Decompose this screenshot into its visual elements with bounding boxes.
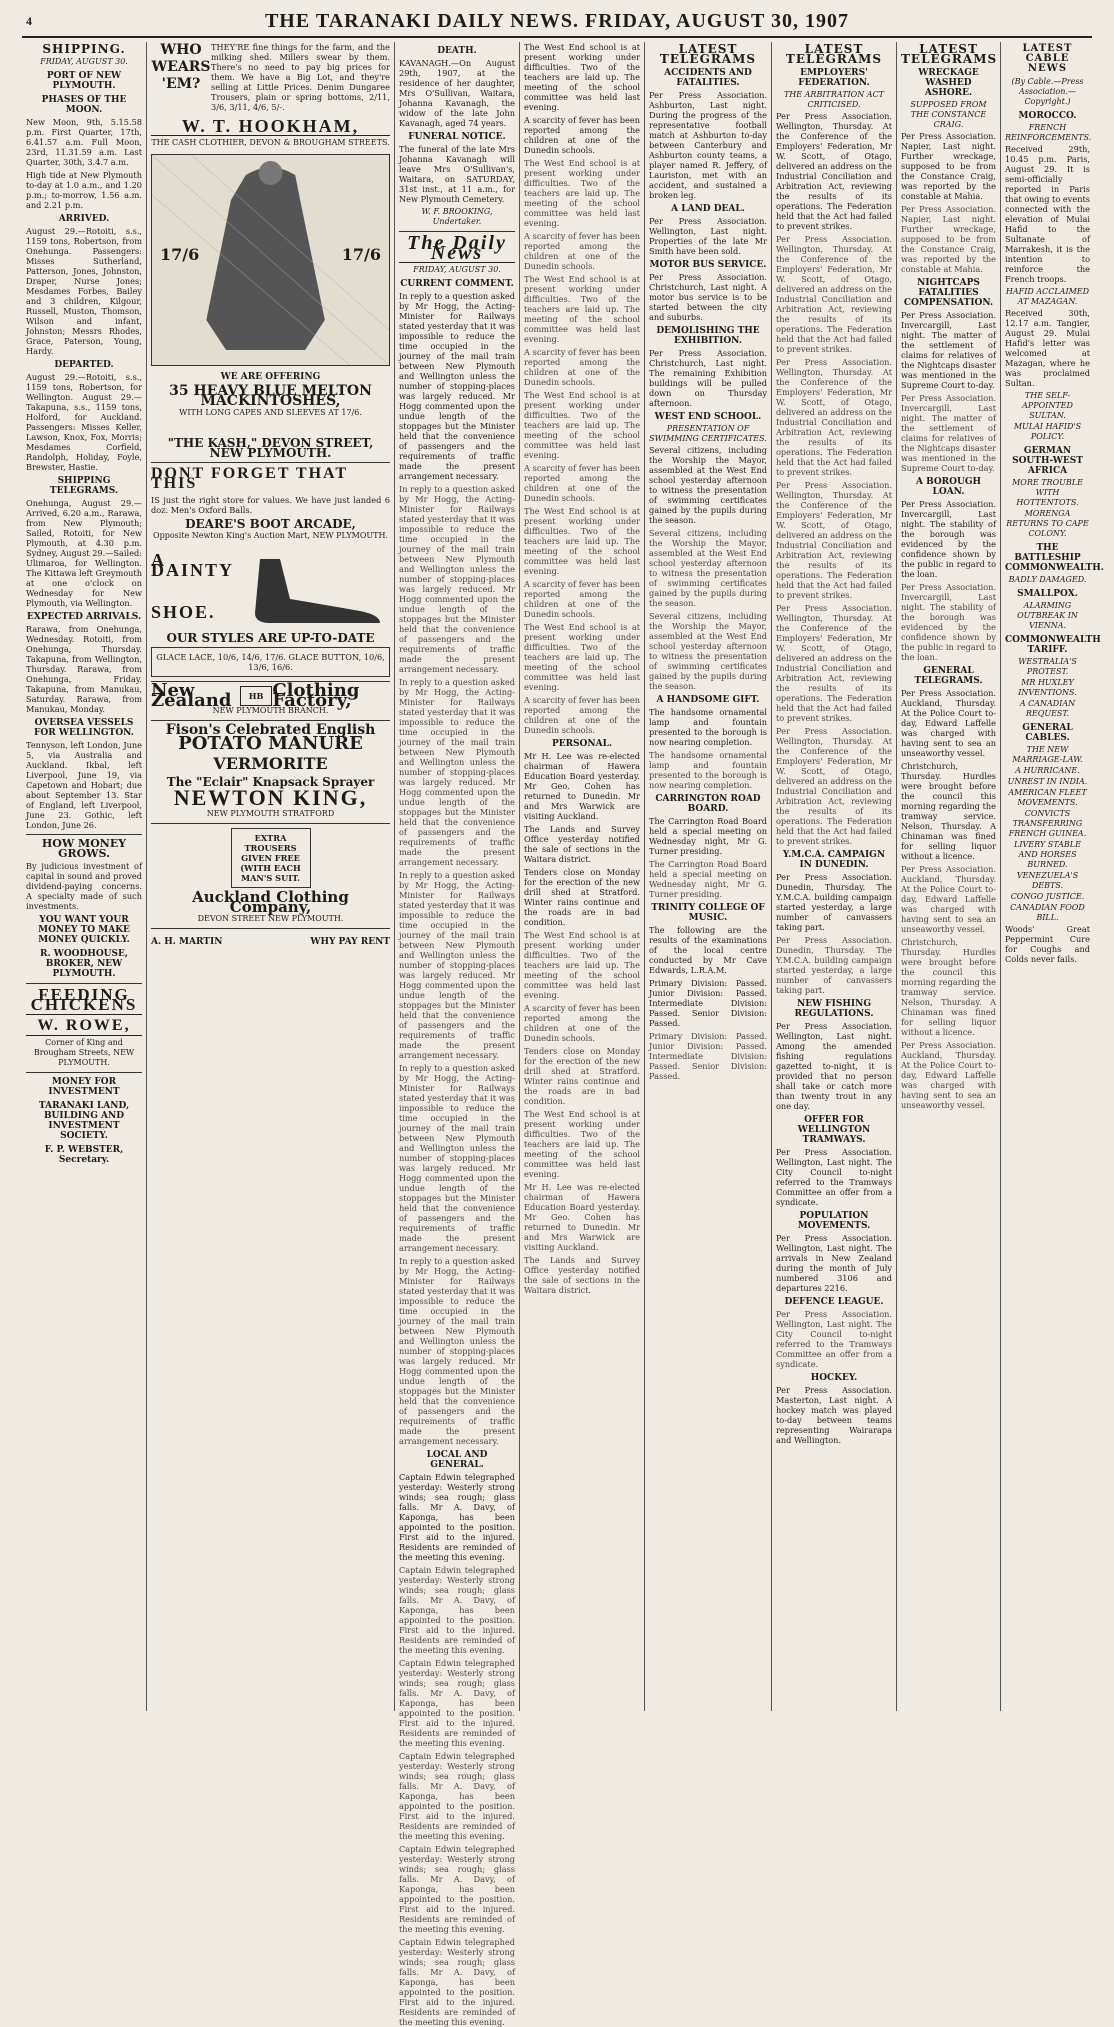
policy-heading: MULAI HAFID'S POLICY. bbox=[1013, 422, 1082, 441]
auckland-clothing-heading: Auckland Clothing Company, bbox=[192, 888, 349, 916]
arbitration-continued: Per Press Association. Wellington, Thursday. At the Conference of the Employers' Federation, Mr W. Scott, of Otago, delivered an address on the Industrial Conciliation and Arbitration Act, reviewing the results of its operations. The Federation held that the Act had failed to prevent strikes. bbox=[776, 726, 892, 846]
current-comment-continued: In reply to a question asked by Mr Hogg, the Acting-Minister for Railways stated yesterday that it was impossible to reduce the time occupied in the journey of the mail train between New Plymouth and Wellington unless the number of stopping-places was largely reduced. Mr Hogg commented upon the undue length of the stoppages but the Minister held that the convenience of passengers and the requirements of traffic made the present arrangement necessary. bbox=[399, 1063, 515, 1253]
column-telegrams-1 bbox=[645, 42, 771, 1713]
cable-sub: (By Cable.—Press Association.—Copyright.) bbox=[1011, 77, 1084, 106]
tenders-text: Tenders close on Monday for the erection of the new drill shed at Stratford. Winter rains continue and the roads are in bad condition. bbox=[524, 867, 640, 927]
deare-address: Opposite Newton King's Auction Mart, NEW PLYMOUTH. bbox=[153, 531, 388, 540]
hafid-heading: HAFID ACCLAIMED AT MAZAGAN. bbox=[1005, 287, 1090, 306]
rowe-heading: W. ROWE, bbox=[26, 1021, 142, 1036]
population-heading: POPULATION MOVEMENTS. bbox=[797, 1211, 871, 1231]
swimming-continued: Several citizens, including the Worship the Mayor, assembled at the West End school yesterday afternoon to witness the presentation of swimming certificates gained by the pupils during the season. bbox=[649, 611, 767, 691]
fishing-heading: NEW FISHING REGULATIONS. bbox=[794, 999, 874, 1019]
lands-text: The Lands and Survey Office yesterday notified the sale of sections in the Waitara district. bbox=[524, 824, 640, 864]
potato-manure-heading: POTATO MANURE bbox=[178, 733, 363, 754]
nz-heading: New Zealand bbox=[151, 680, 232, 711]
clothing-factory-heading: Clothing Factory, bbox=[272, 680, 360, 711]
news-continued: The West End school is at present working under difficulties. Two of the teachers are laid up. The meeting of the school committee was held last evening. bbox=[524, 1109, 640, 1179]
local-general-heading: LOCAL AND GENERAL. bbox=[426, 1450, 488, 1470]
marriage-heading: THE NEW MARRIAGE-LAW. bbox=[1012, 745, 1083, 764]
exhibition-heading: DEMOLISHING THE EXHIBITION. bbox=[656, 326, 760, 346]
general-continued: Per Press Association. Auckland, Thursday. At the Police Court to-day, Edward Laffelle was charged with having sent to sea an unseaworthy vessel. bbox=[901, 1040, 996, 1110]
news-continued: Tenders close on Monday for the erection of the new drill shed at Stratford. Winter rains continue and the roads are in bad condition. bbox=[524, 1046, 640, 1106]
canadian-food-heading: CANADIAN FOOD BILL. bbox=[1010, 903, 1085, 922]
vermorite-heading: VERMORITE bbox=[213, 754, 328, 773]
money-invest-heading: MONEY FOR INVESTMENT bbox=[48, 1077, 120, 1097]
who-wears-text: THEY'RE fine things for the farm, and the milking shed. Millers swear by them. There's no need to pay big prices for them. We have a Big Lot, and they're selling at Little Prices. Denim Dungaree Trousers, plain or spring bottoms, 2/11, 3/6, 3/11, 4/6, 5/-. bbox=[211, 42, 390, 112]
local-general-continued: Captain Edwin telegraphed yesterday: Westerly strong winds; sea rough; glass falls. Mr A. Davy, of Kaponga, has been appointed to the position. First aid to the injured. Residents are reminded of the meeting this evening. bbox=[399, 1658, 515, 1748]
gift-continued: The handsome ornamental lamp and fountain presented to the borough is now nearing completion. bbox=[649, 750, 767, 790]
money-subheading: YOU WANT YOUR MONEY TO MAKE MONEY QUICKLY. bbox=[38, 915, 130, 945]
general-continued: Christchurch, Thursday. Hurdles were brought before the council this morning regarding the tramway service. Nelson, Thursday. A Chinaman was fined for selling liquor without a licence. bbox=[901, 937, 996, 1037]
offering-heading: WE ARE OFFERING bbox=[220, 372, 321, 382]
motor-bus-heading: MOTOR BUS SERVICE. bbox=[649, 260, 767, 270]
arbitration-continued: Per Press Association. Wellington, Thursday. At the Conference of the Employers' Federation, Mr W. Scott, of Otago, delivered an address on the Industrial Conciliation and Arbitration Act, reviewing the results of its operations. The Federation held that the Act had failed to prevent strikes. bbox=[776, 603, 892, 723]
dont-forget-text: IS just the right store for values. We have just landed 6 doz. Men's Oxford Balls. bbox=[151, 495, 390, 515]
mackintosh-sub: WITH LONG CAPES AND SLEEVES AT 17/6. bbox=[179, 408, 362, 417]
fisons-heading: Fison's Celebrated English bbox=[165, 722, 376, 738]
mackintosh-heading: 35 HEAVY BLUE MELTON MACKINTOSHES, bbox=[169, 383, 372, 409]
extra-trousers-box: EXTRA TROUSERS GIVEN FREE (WITH EACH MAN'S SUIT. bbox=[231, 828, 311, 888]
dainty-heading: A DAINTY bbox=[151, 550, 235, 580]
dainty-shoe-ad bbox=[151, 549, 390, 629]
ymca-heading: Y.M.C.A. CAMPAIGN IN DUNEDIN. bbox=[782, 850, 886, 870]
news-continued: The West End school is at present working under difficulties. Two of the teachers are laid up. The meeting of the school committee was held last evening. bbox=[524, 506, 640, 576]
column-cable-news bbox=[1001, 42, 1104, 1713]
departed-text: August 29.—Rotoiti, s.s., 1159 tons, Robertson, for Wellington. August 29.—Takapuna, s.s., 1159 tons, Holford, for Auckland. Passengers: Misses Keller, Lawson, Knox, Fox, Morris; Mesdames Corfield, Randolph, Holiday, Foyle, Brewster, Hastie. bbox=[26, 372, 142, 472]
land-deal-heading: A LAND DEAL. bbox=[671, 204, 745, 214]
general-continued: Per Press Association. Auckland, Thursday. At the Police Court to-day, Edward Laffelle was charged with having sent to sea an unseaworthy vessel. bbox=[901, 864, 996, 934]
nz-branch: NEW PLYMOUTH BRANCH. bbox=[212, 706, 329, 715]
expected-text: Rarawa, from Onehunga, Wednesday. Rotoiti, from Onehunga, Thursday. Takapuna, from Wellington, Thursday. Rarawa, from Onehunga, Friday. Takapuna, from Manukau, Saturday. Rarawa, from Manukau, Monday. bbox=[26, 624, 142, 714]
arbitration-heading: THE ARBITRATION ACT CRITICISED. bbox=[783, 90, 885, 109]
german-heading: GERMAN SOUTH-WEST AFRICA bbox=[1012, 446, 1083, 476]
ymca-continued: Per Press Association. Dunedin, Thursday. The Y.M.C.A. building campaign started yesterday, a large number of canvassers taking part. bbox=[776, 935, 892, 995]
death-heading: DEATH. bbox=[437, 46, 477, 56]
accidents-text: Per Press Association. Ashburton, Last night. During the progress of the representative football match at Ashburton to-day between Canterbury and Ashburton county teams, a player named R. Jeffery, of Lauriston, met with an accident, and sustained a broken leg. bbox=[649, 90, 767, 200]
hockey-heading: HOCKEY. bbox=[810, 1373, 858, 1383]
dont-forget-heading: DONT FORGET THAT THIS bbox=[151, 465, 348, 492]
divider bbox=[26, 834, 142, 835]
population-text: Per Press Association. Wellington, Last night. The arrivals in New Zealand during the month of July numbered 3106 and departures 2216. bbox=[776, 1233, 892, 1293]
nightcaps-continued: Per Press Association. Invercargill, Last night. The matter of the settlement of claims for relatives of the Nightcaps disaster was mentioned in the Supreme Court to-day. bbox=[901, 393, 996, 473]
swimming-continued: Several citizens, including the Worship the Mayor, assembled at the West End school yesterday afternoon to witness the presentation of swimming certificates gained by the pupils during the season. bbox=[649, 528, 767, 608]
carrington-heading: CARRINGTON ROAD BOARD. bbox=[655, 794, 761, 814]
arrived-heading: ARRIVED. bbox=[58, 214, 110, 224]
news-continued: The West End school is at present working under difficulties. Two of the teachers are laid up. The meeting of the school committee was held last evening. bbox=[524, 274, 640, 344]
divider bbox=[26, 983, 142, 984]
land-deal-text: Per Press Association. Wellington, Last night. Properties of the late Mr Smith have been sold. bbox=[649, 216, 767, 256]
hb-logo-icon: HB bbox=[240, 686, 273, 706]
woodhouse-ad: R. WOODHOUSE, BROKER, NEW PLYMOUTH. bbox=[39, 949, 129, 979]
divider bbox=[151, 928, 390, 929]
bottom-ads bbox=[151, 933, 390, 949]
constance-craig-heading: SUPPOSED FROM THE CONSTANCE CRAIG. bbox=[910, 100, 987, 129]
unrest-heading: UNREST IN INDIA. bbox=[1007, 777, 1088, 786]
masthead bbox=[22, 6, 1092, 38]
personal-heading: PERSONAL. bbox=[551, 739, 613, 749]
swimming-text: Several citizens, including the Worship the Mayor, assembled at the West End school yesterday afternoon to witness the presentation of swimming certificates gained by the pupils during the season. bbox=[649, 445, 767, 525]
livery-heading: LIVERY STABLE AND HORSES BURNED. bbox=[1014, 840, 1081, 869]
phases-text: New Moon, 9th, 5.15.58 p.m. First Quarter, 17th, 6.41.57 a.m. Full Moon, 23rd, 11.31.59 a.m. Last Quarter, 30th, 3.4.7 a.m. bbox=[26, 117, 142, 167]
convicts-heading: CONVICTS TRANSFERRING FRENCH GUINEA. bbox=[1008, 809, 1087, 838]
canadian-heading: A CANADIAN REQUEST. bbox=[1019, 699, 1076, 718]
arbitration-text: Per Press Association. Wellington, Thursday. At the Conference of the Employers' Federation, Mr W. Scott, of Otago, delivered an address on the Industrial Conciliation and Arbitration Act, reviewing the results of its operations. The Federation held that the Act had failed to prevent strikes. bbox=[776, 111, 892, 231]
morenga-heading: MORENGA RETURNS TO CAPE COLONY. bbox=[1006, 509, 1089, 538]
news-continued: A scarcity of fever has been reported among the children at one of the Dunedin schools. bbox=[524, 695, 640, 735]
daily-news-date: FRIDAY, AUGUST 30. bbox=[413, 265, 501, 274]
page-number: 4 bbox=[26, 14, 33, 28]
martin-heading: A. H. MARTIN bbox=[151, 937, 223, 947]
current-comment-text: In reply to a question asked by Mr Hogg, the Acting-Minister for Railways stated yesterday that it was impossible to reduce the time occupied in the journey of the mail train between New Plymouth and Wellington unless the number of stopping-places was largely reduced. Mr Hogg commented upon the undue length of the stoppages but the Minister held that the convenience of passengers and the requirements of traffic made the present arrangement necessary. bbox=[399, 291, 515, 481]
departed-heading: DEPARTED. bbox=[54, 360, 114, 370]
local-general-text: Captain Edwin telegraphed yesterday: Westerly strong winds; sea rough; glass falls. Mr A. Davy, of Kaponga, has been appointed to the position. First aid to the injured. Residents are reminded of the meeting this evening. bbox=[399, 1472, 515, 1562]
date-line: FRIDAY, AUGUST 30. bbox=[40, 57, 128, 66]
latest-telegrams-heading: LATEST TELEGRAMS bbox=[659, 42, 757, 66]
wreckage-heading: WRECKAGE WASHED ASHORE. bbox=[918, 68, 979, 98]
fishing-text: Per Press Association. Wellington, Last night. Among the amended fishing regulations gazetted to-night, it is provided that no person shall take or catch more than twenty trout in any one day. bbox=[776, 1021, 892, 1111]
exhibition-text: Per Press Association. Christchurch, Last night. The remaining Exhibition buildings will be pulled down on Thursday afternoon. bbox=[649, 348, 767, 408]
trinity-continued: Primary Division: Passed. Junior Division: Passed. Intermediate Division: Passed. Senior Division: Passed. bbox=[649, 1031, 767, 1081]
rowe-address: Corner of King and Brougham Streets, NEW PLYMOUTH. bbox=[33, 1038, 135, 1067]
general-telegrams-heading: GENERAL TELEGRAMS. bbox=[914, 666, 983, 686]
current-comment-continued: In reply to a question asked by Mr Hogg, the Acting-Minister for Railways stated yesterday that it was impossible to reduce the time occupied in the journey of the mail train between New Plymouth and Wellington unless the number of stopping-places was largely reduced. Mr Hogg commented upon the undue length of the stoppages but the Minister held that the convenience of passengers and the requirements of traffic made the present arrangement necessary. bbox=[399, 677, 515, 867]
newton-king-heading: NEWTON KING, bbox=[173, 785, 368, 810]
overseas-heading: OVERSEA VESSELS FOR WELLINGTON. bbox=[34, 718, 134, 738]
news-continued: A scarcity of fever has been reported among the children at one of the Dunedin schools. bbox=[524, 579, 640, 619]
webster-signature: F. P. WEBSTER, Secretary. bbox=[44, 1145, 124, 1165]
death-text: KAVANAGH.—On August 29th, 1907, at the residence of her daughter, Mrs O'Sullivan, Waitara, Johanna Kavanagh, the widow of the late John Kavanagh, aged 74 years. bbox=[399, 58, 515, 128]
employers-heading: EMPLOYERS' FEDERATION. bbox=[798, 68, 870, 88]
tramways-heading: OFFER FOR WELLINGTON TRAMWAYS. bbox=[797, 1115, 871, 1145]
divider bbox=[151, 823, 390, 824]
west-end-heading: WEST END SCHOOL. bbox=[654, 412, 762, 422]
venezuela-heading: VENEZUELA'S DEBTS. bbox=[1016, 871, 1079, 890]
morocco-heading: MOROCCO. bbox=[1018, 111, 1077, 121]
congo-heading: CONGO JUSTICE. bbox=[1010, 892, 1085, 901]
deare-heading: DEARE'S BOOT ARCADE, bbox=[185, 517, 356, 531]
column-ads bbox=[147, 42, 394, 1713]
hottentots-heading: MORE TROUBLE WITH HOTTENTOTS. bbox=[1012, 478, 1083, 507]
auckland-address: DEVON STREET NEW PLYMOUTH. bbox=[197, 914, 344, 923]
phases-heading: PHASES OF THE MOON. bbox=[41, 95, 127, 115]
loan-heading: A BOROUGH LOAN. bbox=[915, 477, 982, 497]
news-continued: A scarcity of fever has been reported among the children at one of the Dunedin schools. bbox=[524, 463, 640, 503]
rent-heading: WHY PAY RENT bbox=[310, 937, 390, 947]
defence-heading: DEFENCE LEAGUE. bbox=[784, 1297, 884, 1307]
price-right: 17/6 bbox=[341, 245, 381, 264]
news-text: The West End school is at present working under difficulties. Two of the teachers are laid up. The meeting of the school committee was held last evening. bbox=[524, 42, 640, 112]
vienna-heading: ALARMING OUTBREAK IN VIENNA. bbox=[1017, 601, 1078, 630]
news-continued: A scarcity of fever has been reported among the children at one of the Dunedin schools. bbox=[524, 1003, 640, 1043]
motor-bus-text: Per Press Association. Christchurch, Last night. A motor bus service is to be started between the city and suburbs. bbox=[649, 272, 767, 322]
news-continued: The Lands and Survey Office yesterday notified the sale of sections in the Waitara district. bbox=[524, 1255, 640, 1295]
trinity-text: The following are the results of the examinations of the local centre conducted by Mr Cave Edwards, L.R.A.M. bbox=[649, 925, 767, 975]
shoe-heading: SHOE. bbox=[151, 602, 216, 622]
smallpox-heading: SMALLPOX. bbox=[1017, 589, 1078, 599]
battleship-heading: THE BATTLESHIP COMMONWEALTH. bbox=[1005, 543, 1104, 573]
accidents-heading: ACCIDENTS AND FATALITIES. bbox=[664, 68, 752, 88]
arrived-text: August 29.—Rotoiti, s.s., 1159 tons, Robertson, from Onehunga. Passengers: Misses Sutherland, Patterson, Jones, Johnston, Draper, Nurse Jones; Mesdames Forbes, Bailey and 3 children, Kilgour, Russell, Muston, Thomson, Wilson and infant, Johnston; Messrs Rhodes, Grace, Paterson, Young, Hardy. bbox=[26, 226, 142, 356]
local-general-continued: Captain Edwin telegraphed yesterday: Westerly strong winds; sea rough; glass falls. Mr A. Davy, of Kaponga, has been appointed to the position. First aid to the injured. Residents are reminded of the meeting this evening. bbox=[399, 1937, 515, 2027]
who-wears-heading: WHO WEARS 'EM? bbox=[151, 42, 211, 92]
news-continued: The West End school is at present working under difficulties. Two of the teachers are laid up. The meeting of the school committee was held last evening. bbox=[524, 622, 640, 692]
money-heading: HOW MONEY GROWS. bbox=[41, 837, 127, 860]
column-news bbox=[520, 42, 644, 1713]
carrington-text: The Carrington Road Board held a special meeting on Wednesday night, Mr G. Turner presiding. bbox=[649, 816, 767, 856]
masthead-title: THE TARANAKI DAILY NEWS. FRIDAY, AUGUST 30, 1907 bbox=[264, 9, 850, 32]
arbitration-continued: Per Press Association. Wellington, Thursday. At the Conference of the Employers' Federation, Mr W. Scott, of Otago, delivered an address on the Industrial Conciliation and Arbitration Act, reviewing the results of its operations. The Federation held that the Act had failed to prevent strikes. bbox=[776, 480, 892, 600]
trinity-heading: TRINITY COLLEGE OF MUSIC. bbox=[651, 903, 765, 923]
column-shipping bbox=[22, 42, 146, 1713]
taranaki-land-heading: TARANAKI LAND, BUILDING AND INVESTMENT SOCIETY. bbox=[38, 1101, 130, 1141]
port-heading: PORT OF NEW PLYMOUTH. bbox=[46, 71, 122, 91]
hockey-text: Per Press Association. Masterton, Last night. A hockey match was played to-day between teams representing Wairarapa and Wellington. bbox=[776, 1385, 892, 1445]
shoe-icon bbox=[240, 549, 390, 629]
glace-prices: GLACE LACE, 10/6, 14/6, 17/6. GLACE BUTTON, 10/6, 13/6, 16/6. bbox=[151, 647, 390, 677]
feeding-chickens-heading: FEEDING CHICKENS bbox=[26, 990, 142, 1015]
news-continued: Mr H. Lee was re-elected chairman of Hawera Education Board yesterday. Mr Geo. Cohen has returned to Dunedin. Mr and Mrs Warwick are visiting Auckland. bbox=[524, 1182, 640, 1252]
nightcaps-heading: NIGHTCAPS FATALITIES COMPENSATION. bbox=[903, 278, 994, 308]
current-comment-heading: CURRENT COMMENT. bbox=[400, 279, 514, 289]
price-left: 17/6 bbox=[160, 245, 200, 264]
hurricane-heading: A HURRICANE. bbox=[1015, 766, 1080, 775]
mackintosh-illustration bbox=[151, 154, 390, 366]
general-text-2: Christchurch, Thursday. Hurdles were brought before the council this morning regarding the tramway service. Nelson, Thursday. A Chinaman was fined for selling liquor without a licence. bbox=[901, 761, 996, 861]
wreckage-continued: Per Press Association. Napier, Last night. Further wreckage, supposed to be from the Constance Craig, was reported by the constable at Mahia. bbox=[901, 204, 996, 274]
self-appointed-heading: THE SELF-APPOINTED SULTAN. bbox=[1022, 391, 1073, 420]
fever-text: A scarcity of fever has been reported among the children at one of the Dunedin schools. bbox=[524, 115, 640, 155]
local-general-continued: Captain Edwin telegraphed yesterday: Westerly strong winds; sea rough; glass falls. Mr A. Davy, of Kaponga, has been appointed to the position. First aid to the injured. Residents are reminded of the meeting this evening. bbox=[399, 1751, 515, 1841]
news-continued: The West End school is at present working under difficulties. Two of the teachers are laid up. The meeting of the school committee was held last evening. bbox=[524, 158, 640, 228]
nightcaps-text: Per Press Association. Invercargill, Last night. The matter of the settlement of claims for relatives of the Nightcaps disaster was mentioned in the Supreme Court to-day. bbox=[901, 310, 996, 390]
latest-telegrams-heading: LATEST TELEGRAMS bbox=[785, 42, 883, 66]
current-comment-continued: In reply to a question asked by Mr Hogg, the Acting-Minister for Railways stated yesterday that it was impossible to reduce the time occupied in the journey of the mail train between New Plymouth and Wellington unless the number of stopping-places was largely reduced. Mr Hogg commented upon the undue length of the stoppages but the Minister held that the convenience of passengers and the requirements of traffic made the present arrangement necessary. bbox=[399, 1256, 515, 1446]
expected-heading: EXPECTED ARRIVALS. bbox=[26, 612, 142, 622]
local-general-continued: Captain Edwin telegraphed yesterday: Westerly strong winds; sea rough; glass falls. Mr A. Davy, of Kaponga, has been appointed to the position. First aid to the injured. Residents are reminded of the meeting this evening. bbox=[399, 1844, 515, 1934]
shipping-telegrams-heading: SHIPPING TELEGRAMS. bbox=[49, 476, 119, 496]
overseas-text: Tennyson, left London, June 5, via Australia and Auckland. Ikbal, left Liverpool, June 19, via Capetown and Hobart; due about September 13. Star of England, left Liverpool, June 23. Gothic, left London, June 26. bbox=[26, 740, 142, 830]
personal-text: Mr H. Lee was re-elected chairman of Hawera Education Board yesterday. Mr Geo. Cohen has returned to Dunedin. Mr and Mrs Warwick are visiting Auckland. bbox=[524, 751, 640, 821]
kash-heading: "THE KASH," DEVON STREET, NEW PLYMOUTH. bbox=[167, 436, 374, 460]
peppermint-ad: Woods' Great Peppermint Cure for Coughs and Colds never fails. bbox=[1005, 924, 1090, 964]
divider bbox=[26, 1072, 142, 1073]
latest-telegrams-heading: LATEST TELEGRAMS bbox=[901, 42, 998, 66]
protest-heading: WESTRALIA'S PROTEST. bbox=[1018, 657, 1077, 676]
shipping-heading: SHIPPING. bbox=[42, 42, 126, 56]
funeral-heading: FUNERAL NOTICE. bbox=[408, 132, 506, 142]
fleet-heading: AMERICAN FLEET MOVEMENTS. bbox=[1008, 788, 1087, 807]
news-continued: The West End school is at present working under difficulties. Two of the teachers are laid up. The meeting of the school committee was held last evening. bbox=[524, 930, 640, 1000]
styles-heading: OUR STYLES ARE UP-TO-DATE bbox=[166, 631, 375, 645]
arbitration-continued: Per Press Association. Wellington, Thursday. At the Conference of the Employers' Federation, Mr W. Scott, of Otago, delivered an address on the Industrial Conciliation and Arbitration Act, reviewing the results of its operations. The Federation held that the Act had failed to prevent strikes. bbox=[776, 234, 892, 354]
eclair-heading: The "Eclair" Knapsack Sprayer bbox=[166, 775, 375, 789]
newton-king-places: NEW PLYMOUTH STRATFORD bbox=[206, 809, 335, 818]
french-heading: FRENCH REINFORCEMENTS. bbox=[1005, 123, 1092, 142]
funeral-text: The funeral of the late Mrs Johanna Kavanagh will leave Mrs O'Sullivan's, Waitara, on SATURDAY, 31st inst., at 11 a.m., for New Plymouth Cemetery. bbox=[399, 144, 515, 204]
swimming-heading: PRESENTATION OF SWIMMING CERTIFICATES. bbox=[649, 424, 767, 443]
gift-heading: A HANDSOME GIFT. bbox=[656, 695, 760, 705]
cable-news-heading: LATEST CABLE NEWS bbox=[1022, 43, 1073, 74]
carrington-continued: The Carrington Road Board held a special meeting on Wednesday night, Mr G. Turner presiding. bbox=[649, 859, 767, 899]
column-editorial bbox=[395, 42, 519, 2027]
loan-continued: Per Press Association. Invercargill, Last night. The stability of the borough was evidenced by the confidence shown by the public in regard to the loan. bbox=[901, 582, 996, 662]
tide-text: High tide at New Plymouth to-day at 1.0 a.m., and 1.20 p.m.; to-morrow, 1.56 a.m. and 2.21 p.m. bbox=[26, 170, 142, 210]
wreckage-text: Per Press Association. Napier, Last night. Further wreckage, supposed to be from the Constance Craig, was reported by the constable at Mahia. bbox=[901, 131, 996, 201]
general-cables-heading: GENERAL CABLES. bbox=[1022, 723, 1073, 743]
hookham-heading: W. T. HOOKHAM, bbox=[151, 121, 390, 136]
arbitration-continued: Per Press Association. Wellington, Thursday. At the Conference of the Employers' Federation, Mr W. Scott, of Otago, delivered an address on the Industrial Conciliation and Arbitration Act, reviewing the results of its operations. The Federation held that the Act had failed to prevent strikes. bbox=[776, 357, 892, 477]
french-text: Received 29th, 10.45 p.m. Paris, August 29. It is semi-officially reported in Paris that owing to events connected with the elevation of Mulai Hafid to the Sultanate of Marrakesh, it is the intention to reinforce the French troops. bbox=[1005, 144, 1090, 284]
hafid-text: Received 30th, 12.17 a.m. Tangier, August 29. Mulai Hafid's letter was welcomed at Mazagan, where he was proclaimed Sultan. bbox=[1005, 308, 1090, 388]
news-continued: A scarcity of fever has been reported among the children at one of the Dunedin schools. bbox=[524, 347, 640, 387]
divider bbox=[151, 720, 390, 721]
who-wears-ad bbox=[151, 42, 390, 115]
defence-text: Per Press Association. Wellington, Last night. The City Council to-night referred to the Tramways Committee an offer from a syndicate. bbox=[776, 1309, 892, 1369]
news-continued: A scarcity of fever has been reported among the children at one of the Dunedin schools. bbox=[524, 231, 640, 271]
brooking-signature: W. F. BROOKING, Undertaker. bbox=[421, 207, 493, 226]
news-continued: The West End school is at present working under difficulties. Two of the teachers are laid up. The meeting of the school committee was held last evening. bbox=[524, 390, 640, 460]
ymca-text: Per Press Association. Dunedin, Thursday. The Y.M.C.A. building campaign started yesterday, a large number of canvassers taking part. bbox=[776, 872, 892, 932]
local-general-continued: Captain Edwin telegraphed yesterday: Westerly strong winds; sea rough; glass falls. Mr A. Davy, of Kaponga, has been appointed to the position. First aid to the injured. Residents are reminded of the meeting this evening. bbox=[399, 1565, 515, 1655]
hookham-address: THE CASH CLOTHIER, DEVON & BROUGHAM STREETS. bbox=[151, 138, 390, 147]
column-telegrams-2 bbox=[772, 42, 896, 1713]
gift-text: The handsome ornamental lamp and fountain presented to the borough is now nearing completion. bbox=[649, 707, 767, 747]
shipping-telegrams-text: Onehunga, August 29.—Arrived, 6.20 a.m., Rarawa, from New Plymouth; Sailed, Rotoiti, for New Plymouth, at 4.30 p.m. Sydney, August 29.—Sailed: Ulimaroa, for Wellington. The Kittawa left Greymouth at one o'clock on Wednesday for New Plymouth, via Wellington. bbox=[26, 498, 142, 608]
money-text: By judicious investment of capital in sound and proved dividend-paying concerns. A specialty made of such investments. bbox=[26, 861, 142, 911]
divider bbox=[151, 462, 390, 463]
tariff-heading: COMMONWEALTH TARIFF. bbox=[1005, 635, 1101, 655]
current-comment-continued: In reply to a question asked by Mr Hogg, the Acting-Minister for Railways stated yesterday that it was impossible to reduce the time occupied in the journey of the mail train between New Plymouth and Wellington unless the number of stopping-places was largely reduced. Mr Hogg commented upon the undue length of the stoppages but the Minister held that the convenience of passengers and the requirements of traffic made the present arrangement necessary. bbox=[399, 484, 515, 674]
daily-news-heading: The Daily News bbox=[399, 238, 515, 263]
general-text: Per Press Association. Auckland, Thursday. At the Police Court to-day, Edward Laffelle was charged with having sent to sea an unseaworthy vessel. bbox=[901, 688, 996, 758]
tramways-text: Per Press Association. Wellington, Last night. The City Council to-night referred to the Tramways Committee an offer from a syndicate. bbox=[776, 1147, 892, 1207]
loan-text: Per Press Association. Invercargill, Last night. The stability of the borough was evidenced by the confidence shown by the public in regard to the loan. bbox=[901, 499, 996, 579]
column-telegrams-3 bbox=[897, 42, 1000, 1713]
damaged-heading: BADLY DAMAGED. bbox=[1008, 575, 1087, 584]
current-comment-continued: In reply to a question asked by Mr Hogg, the Acting-Minister for Railways stated yesterday that it was impossible to reduce the time occupied in the journey of the mail train between New Plymouth and Wellington unless the number of stopping-places was largely reduced. Mr Hogg commented upon the undue length of the stoppages but the Minister held that the convenience of passengers and the requirements of traffic made the present arrangement necessary. bbox=[399, 870, 515, 1060]
invention-heading: MR HUXLEY INVENTIONS. bbox=[1018, 678, 1077, 697]
trinity-results: Primary Division: Passed. Junior Division: Passed. Intermediate Division: Passed. Senior Division: Passed. bbox=[649, 978, 767, 1028]
